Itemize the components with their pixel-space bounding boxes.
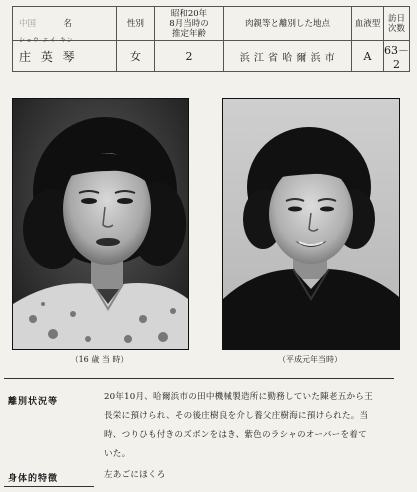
portrait-young-image	[13, 99, 188, 349]
cell-sex: 女	[117, 41, 155, 72]
portrait-adult-image	[223, 99, 399, 349]
cell-blood: A	[352, 41, 384, 72]
separation-text	[104, 388, 404, 464]
name-value: 庄 英 琴	[19, 49, 78, 64]
separation-line-4: いた。	[104, 449, 131, 459]
separation-line-3: 時、つりひも付きのズボンをはき、紫色のラシャのオーバーを着て	[104, 430, 367, 440]
header-age-line-3: 推定年齢	[171, 28, 206, 39]
separation-line-2: 長栄に預けられ、その後庄樹良を介し養父庄樹海に預けられた。当	[104, 411, 369, 421]
header-sex: 性別	[117, 7, 155, 41]
separation-label: 離別状況等	[8, 397, 59, 407]
header-name: 名	[63, 18, 72, 29]
header-age-line-1: 昭和20年	[170, 8, 208, 19]
header-nationality: 中国	[19, 18, 37, 29]
top-divider	[4, 378, 394, 379]
header-blood: 血液型	[352, 7, 384, 41]
name-wrap	[13, 36, 116, 65]
photo-age-16	[12, 98, 189, 350]
caption-age-16: （16 歳 当 時）	[70, 355, 129, 364]
cell-age: 2	[155, 41, 224, 72]
features-text: 左あごにほくろ	[104, 470, 166, 480]
header-visit: 訪日次数	[384, 7, 410, 41]
cell-visit: 63－2	[384, 41, 410, 72]
name-furigana: ショウ エイ キン	[19, 36, 74, 44]
header-age-line-2: 8月当時の	[169, 18, 209, 29]
cell-place: 浜 江 省 哈 爾 浜 市	[224, 41, 352, 72]
caption-heisei-1: （平成元年当時）	[278, 355, 342, 364]
cell-name	[13, 36, 117, 72]
record-table	[12, 6, 410, 72]
header-place: 肉親等と離別した地点	[224, 7, 352, 41]
photo-heisei-1	[222, 98, 400, 350]
header-age	[155, 7, 224, 41]
features-underline	[4, 486, 94, 487]
features-label: 身体的特徴	[8, 474, 59, 484]
separation-line-1: 20年10月、哈爾浜市の田中機械製造所に勤務していた陳老五から王	[104, 392, 373, 402]
value-row	[13, 41, 410, 72]
